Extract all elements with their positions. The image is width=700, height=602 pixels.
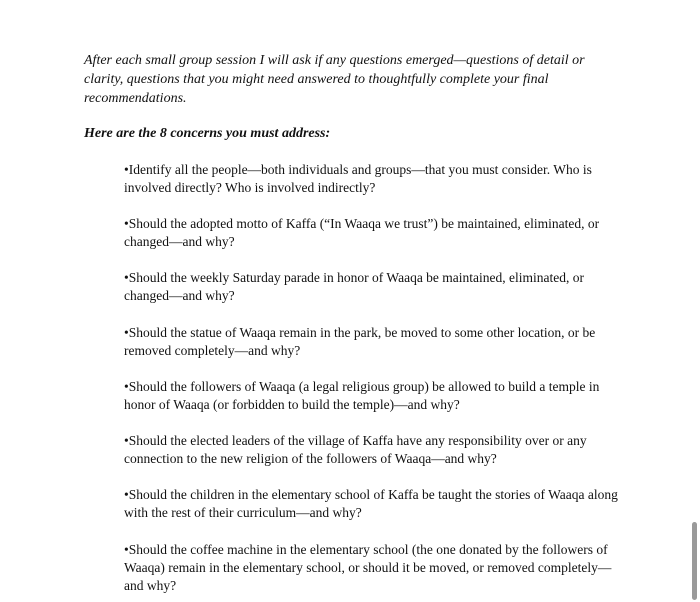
concern-item-1: •Identify all the people—both individuals and groups—that you must consider. Who is involved directly? Who is involved indirectly? — [124, 162, 592, 195]
concern-item-3: •Should the weekly Saturday parade in honor of Waaqa be maintained, eliminated, or changed—and why? — [124, 270, 585, 303]
vertical-scrollbar[interactable] — [692, 522, 697, 600]
concern-item-5: •Should the followers of Waaqa (a legal religious group) be allowed to build a temple in honor of Waaqa (or forbidden to build the temple)—and why? — [124, 379, 600, 412]
concern-item-7: •Should the children in the elementary school of Kaffa be taught the stories of Waaqa along with the rest of their curriculum—and why? — [124, 487, 618, 520]
concerns-heading: Here are the 8 concerns you must address: — [84, 126, 331, 141]
concern-item-2: •Should the adopted motto of Kaffa (“In Waaqa we trust”) be maintained, eliminated, or changed—and why? — [124, 216, 600, 249]
concern-item-6: •Should the elected leaders of the village of Kaffa have any responsibility over or any connection to the new religion of the followers of Waaqa—and why? — [124, 433, 587, 466]
concern-item-4: •Should the statue of Waaqa remain in the park, be moved to some other location, or be removed completely—and why? — [124, 325, 596, 358]
intro-paragraph: After each small group session I will ask if any questions emerged—questions of detail or clarity, questions that you might need answered to thoughtfully complete your final recommendations. — [84, 53, 585, 106]
concern-item-8: •Should the coffee machine in the elementary school (the one donated by the followers of Waaqa) remain in the elementary school, or should it be moved, or removed completely—and why? — [124, 542, 612, 593]
